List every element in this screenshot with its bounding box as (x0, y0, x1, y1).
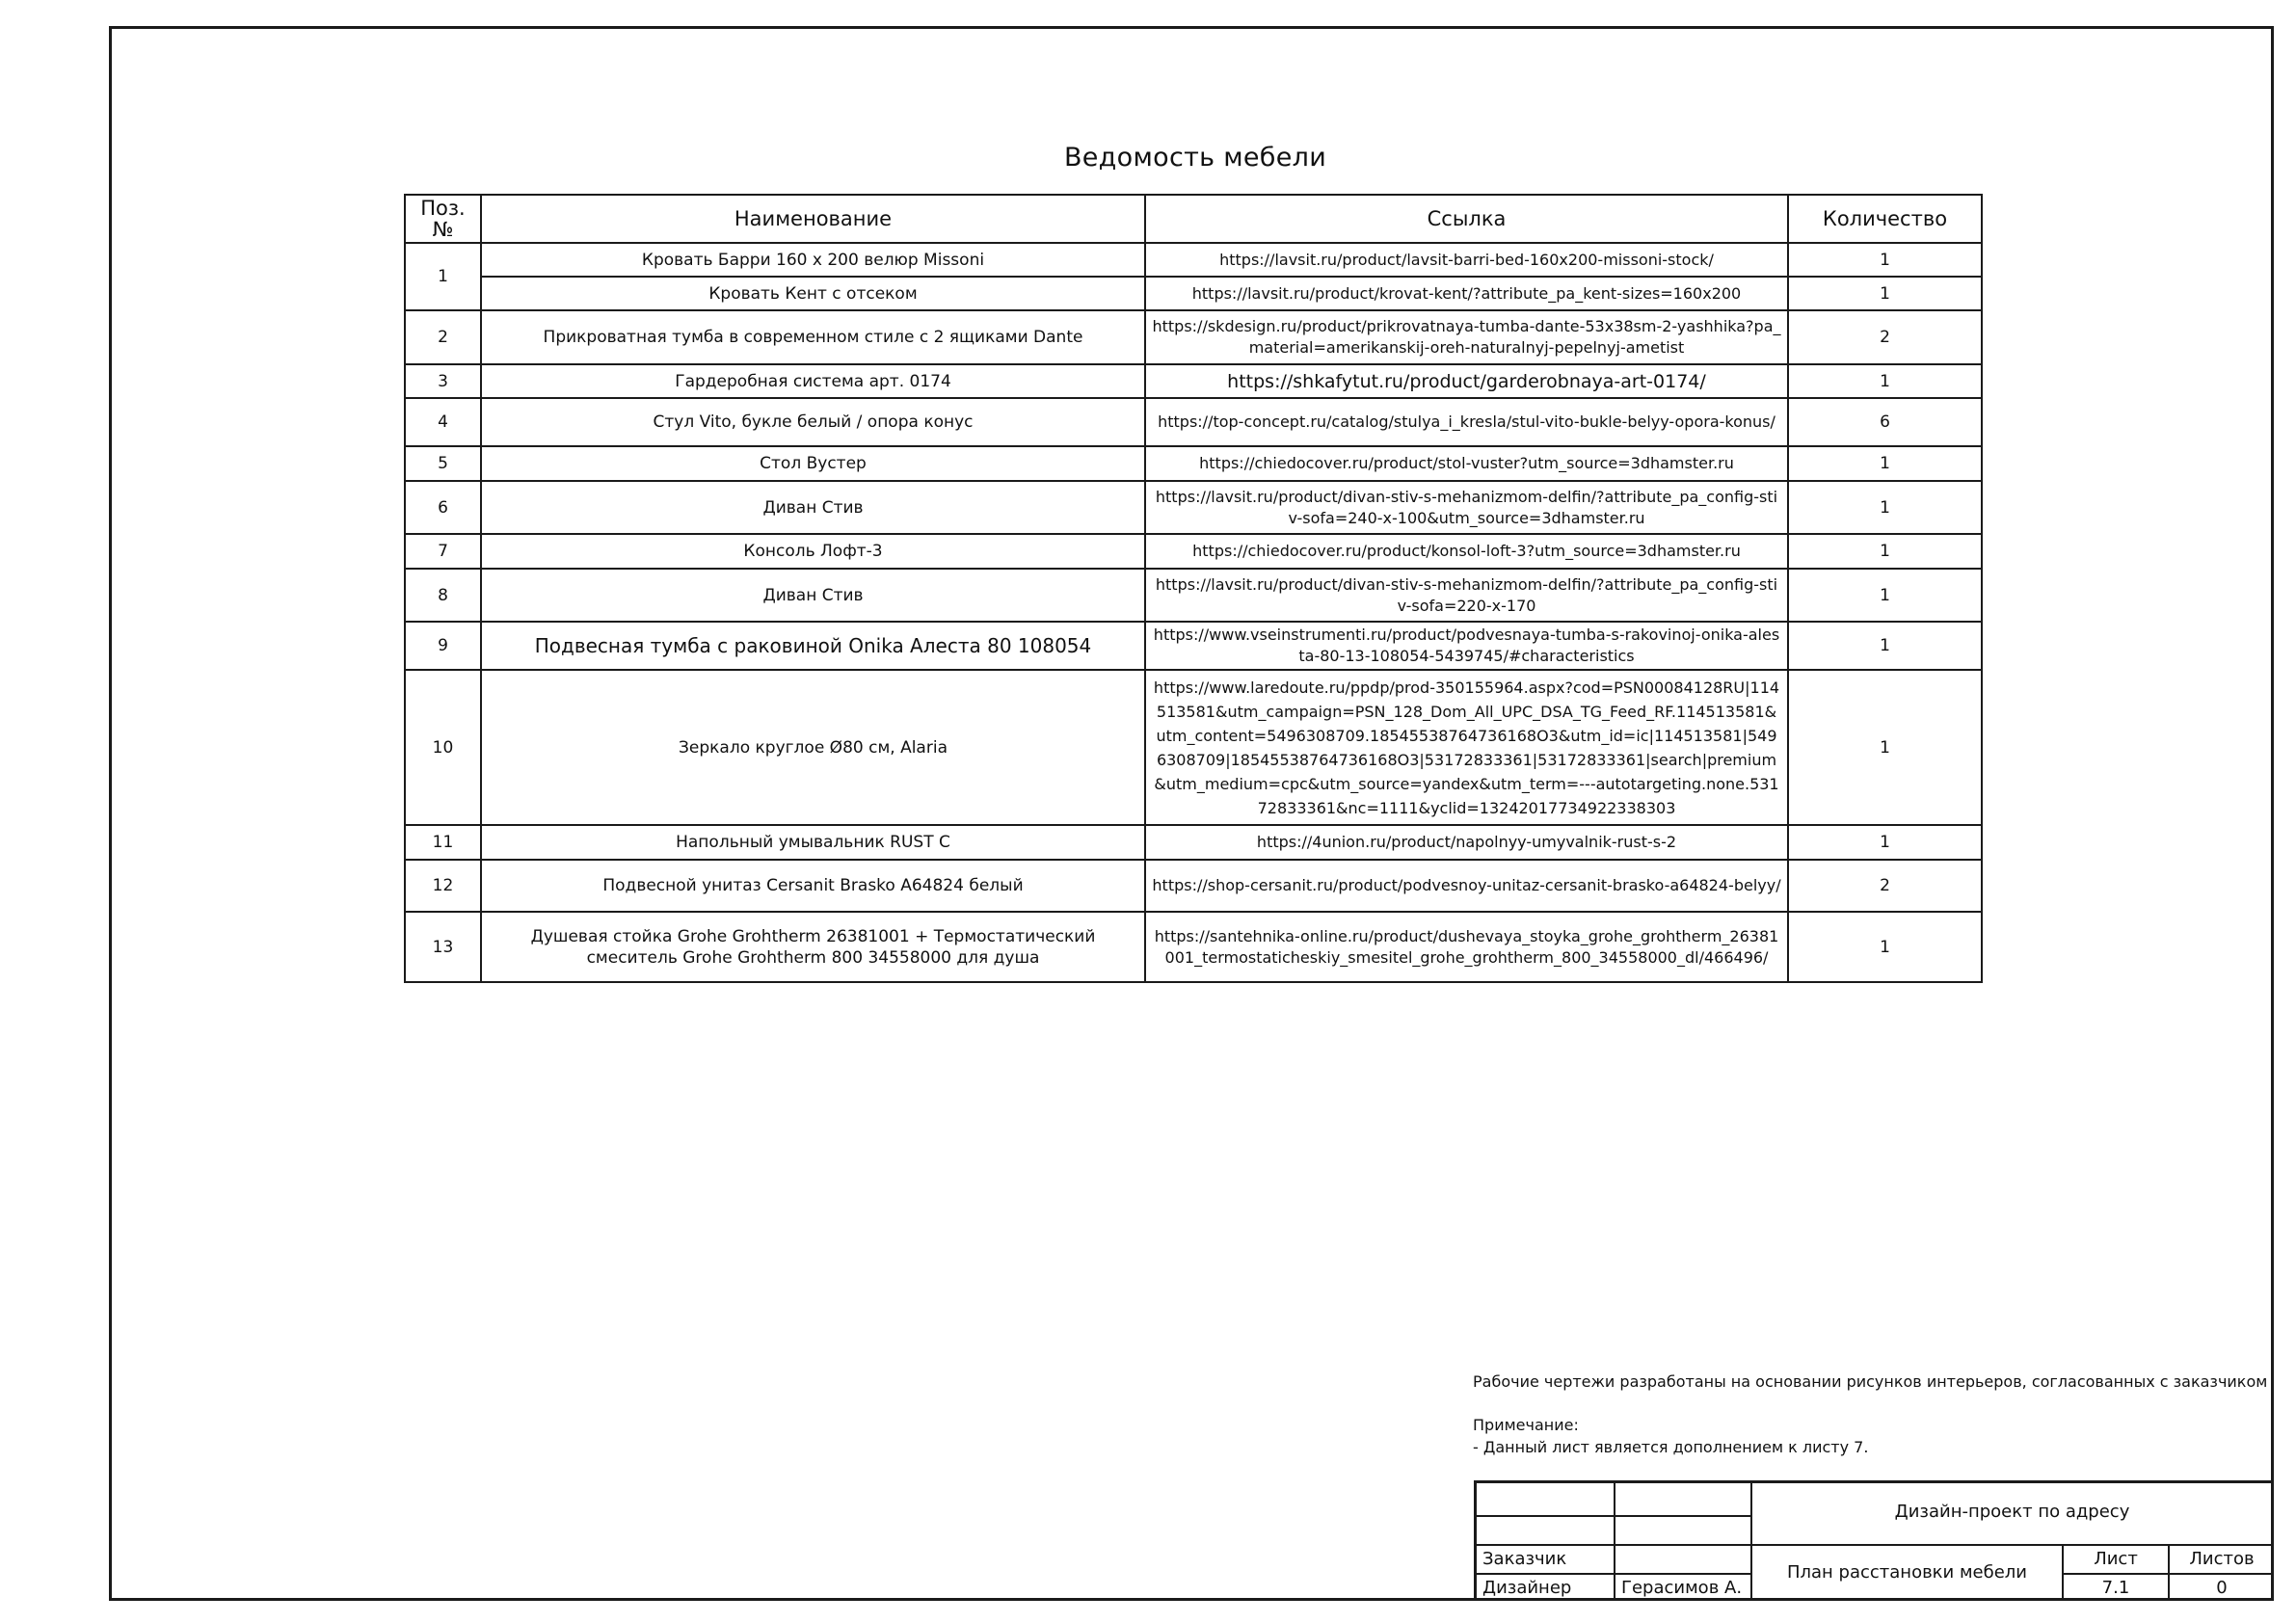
row-name: Консоль Лофт-3 (481, 534, 1145, 569)
table-row (405, 670, 1982, 825)
row-name: Душевая стойка Grohe Grohtherm 26381001 + Термостатический смеситель Grohe Grohtherm 800 34558000 для душа (481, 912, 1145, 982)
row-pos: 1 (405, 243, 481, 310)
row-link: https://www.vseinstrumenti.ru/product/podvesnaya-tumba-s-rakovinoj-onika-alesta-80-13-108054-5439745/#characteristics (1145, 622, 1788, 670)
table-row (405, 825, 1982, 860)
drawing-notes (1473, 1370, 2267, 1458)
row-name: Стул Vito, букле белый / опора конус (481, 398, 1145, 446)
row-qty: 1 (1788, 534, 1982, 569)
notes-basis-text: Рабочие чертежи разработаны на основании рисунков интерьеров, согласованных с заказчиком (1473, 1372, 2268, 1391)
row-link: https://www.laredoute.ru/ppdp/prod-350155964.aspx?cod=PSN00084128RU|114513581&utm_campaign=PSN_128_Dom_All_UPC_DSA_TG_Feed_RF.114513581&utm_content=5496308709.18545538764736168O3&utm_id=ic|114513581|5496308709|18545538764736168O3|53172833361|53172833361|search|premium&utm_medium=cpc&utm_source=yandex&utm_term=---autotargeting.none.53172833361&nc=1111&yclid=13242017734922338303 (1145, 670, 1788, 825)
row-pos: 4 (405, 398, 481, 446)
row-pos: 5 (405, 446, 481, 481)
row-qty: 1 (1788, 622, 1982, 670)
client-label: Заказчик (1482, 1549, 1567, 1569)
row-pos: 13 (405, 912, 481, 982)
sheet-title: План расстановки мебели (1786, 1562, 2028, 1583)
header-qty: Количество (1788, 195, 1982, 243)
row-link: https://skdesign.ru/product/prikrovatnaya-tumba-dante-53x38sm-2-yashhika?pa_material=amerikanskij-oreh-naturalnyj-pepelnyj-ametist (1145, 310, 1788, 364)
row-qty: 1 (1788, 446, 1982, 481)
row-name: Гардеробная система арт. 0174 (481, 364, 1145, 398)
row-name: Кровать Кент с отсеком (481, 277, 1145, 310)
sheet-value: 7.1 (2101, 1578, 2130, 1598)
header-pos: Поз. № (405, 195, 481, 243)
row-link: https://lavsit.ru/product/lavsit-barri-bed-160x200-missoni-stock/ (1145, 243, 1788, 277)
row-link: https://lavsit.ru/product/divan-stiv-s-mehanizmom-delfin/?attribute_pa_config-stiv-sofa=240-x-100&utm_source=3dhamster.ru (1145, 481, 1788, 534)
row-qty: 2 (1788, 310, 1982, 364)
row-pos: 8 (405, 569, 481, 622)
row-pos: 2 (405, 310, 481, 364)
row-link: https://lavsit.ru/product/krovat-kent/?attribute_pa_kent-sizes=160x200 (1145, 277, 1788, 310)
table-row (405, 534, 1982, 569)
title-block (1474, 1480, 2274, 1601)
row-pos: 7 (405, 534, 481, 569)
furniture-table (404, 194, 1983, 983)
row-link: https://santehnika-online.ru/product/dushevaya_stoyka_grohe_grohtherm_26381001_termostaticheskiy_smesitel_grohe_grohtherm_800_34558000_dl/466496/ (1145, 912, 1788, 982)
row-name: Зеркало круглое Ø80 см, Alaria (481, 670, 1145, 825)
header-name: Наименование (481, 195, 1145, 243)
table-row (405, 364, 1982, 398)
row-name: Напольный умывальник RUST C (481, 825, 1145, 860)
row-name: Подвесной унитаз Cersanit Brasko A64824 белый (481, 860, 1145, 912)
row-pos: 3 (405, 364, 481, 398)
row-name: Прикроватная тумба в современном стиле с 2 ящиками Dante (481, 310, 1145, 364)
row-qty: 1 (1788, 481, 1982, 534)
table-row (405, 277, 1982, 310)
header-link: Ссылка (1145, 195, 1788, 243)
table-row (405, 569, 1982, 622)
table-row (405, 860, 1982, 912)
row-pos: 10 (405, 670, 481, 825)
table-row (405, 912, 1982, 982)
row-link: https://shkafytut.ru/product/garderobnaya-art-0174/ (1145, 364, 1788, 398)
row-name: Подвесная тумба с раковиной Onika Алеста 80 108054 (481, 622, 1145, 670)
row-qty: 1 (1788, 364, 1982, 398)
row-qty: 1 (1788, 825, 1982, 860)
page-title: Ведомость мебели (1063, 143, 1327, 173)
designer-name: Герасимов А. (1621, 1578, 1743, 1598)
row-qty: 1 (1788, 277, 1982, 310)
row-name: Стол Вустер (481, 446, 1145, 481)
row-link: https://4union.ru/product/napolnyy-umyvalnik-rust-s-2 (1145, 825, 1788, 860)
row-link: https://top-concept.ru/catalog/stulya_i_kresla/stul-vito-bukle-belyy-opora-konus/ (1145, 398, 1788, 446)
designer-label: Дизайнер (1482, 1578, 1572, 1598)
project-title: Дизайн-проект по адресу (1894, 1502, 2130, 1522)
row-qty: 1 (1788, 569, 1982, 622)
table-header-row (405, 195, 1982, 243)
row-qty: 1 (1788, 670, 1982, 825)
sheets-label: Листов (2189, 1549, 2255, 1569)
row-qty: 1 (1788, 912, 1982, 982)
row-pos: 9 (405, 622, 481, 670)
row-qty: 1 (1788, 243, 1982, 277)
table-row (405, 622, 1982, 670)
table-row (405, 446, 1982, 481)
row-name: Диван Стив (481, 481, 1145, 534)
row-qty: 6 (1788, 398, 1982, 446)
sheet-label: Лист (2094, 1549, 2138, 1569)
table-row (405, 481, 1982, 534)
row-pos: 6 (405, 481, 481, 534)
row-name: Диван Стив (481, 569, 1145, 622)
table-row (405, 310, 1982, 364)
notes-heading: Примечание: (1473, 1416, 1579, 1434)
row-name: Кровать Барри 160 х 200 велюр Missoni (481, 243, 1145, 277)
row-link: https://lavsit.ru/product/divan-stiv-s-mehanizmom-delfin/?attribute_pa_config-stiv-sofa=220-x-170 (1145, 569, 1788, 622)
row-pos: 11 (405, 825, 481, 860)
row-link: https://shop-cersanit.ru/product/podvesnoy-unitaz-cersanit-brasko-a64824-belyy/ (1145, 860, 1788, 912)
table-row (405, 243, 1982, 277)
row-link: https://chiedocover.ru/product/konsol-loft-3?utm_source=3dhamster.ru (1145, 534, 1788, 569)
notes-item: - Данный лист является дополнением к листу 7. (1473, 1438, 1869, 1456)
row-link: https://chiedocover.ru/product/stol-vuster?utm_source=3dhamster.ru (1145, 446, 1788, 481)
row-qty: 2 (1788, 860, 1982, 912)
sheets-value: 0 (2216, 1578, 2228, 1598)
table-row (405, 398, 1982, 446)
row-pos: 12 (405, 860, 481, 912)
